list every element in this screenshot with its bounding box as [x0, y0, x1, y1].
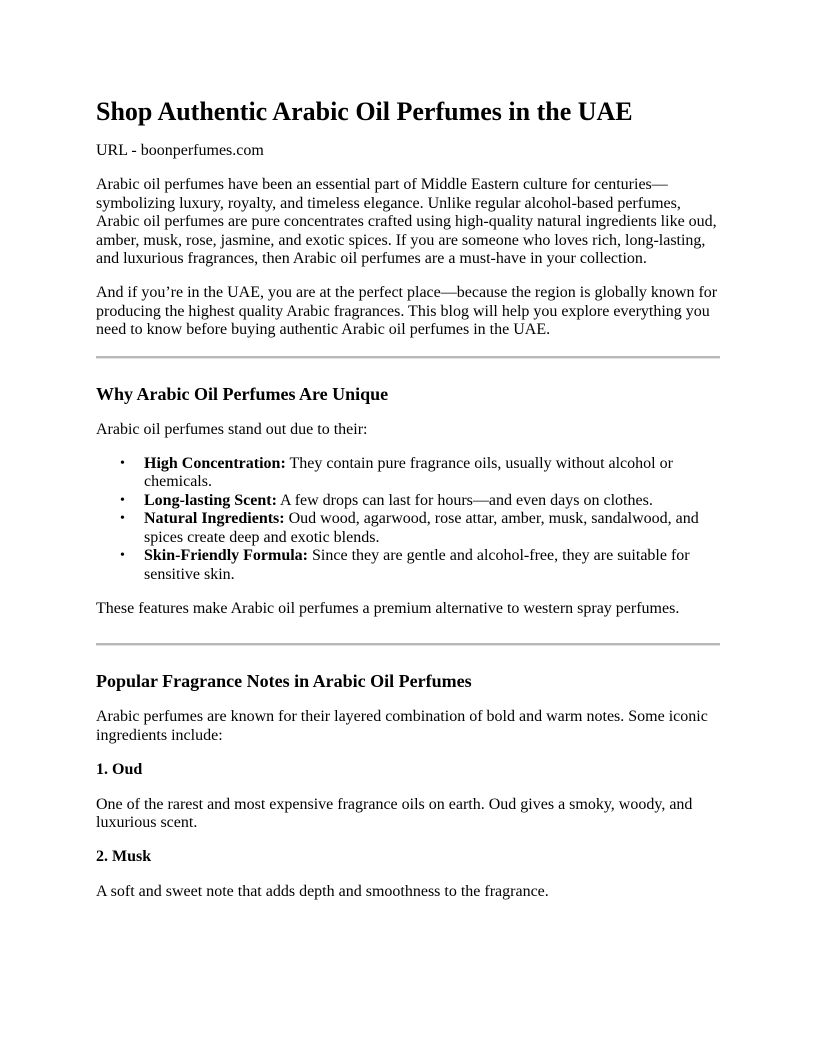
bullet-icon: •: [120, 511, 125, 527]
list-item-term: High Concentration:: [144, 455, 286, 473]
list-item-text: Since they are gentle and alcohol-free, they are suitable for sensitive skin.: [144, 547, 690, 583]
note-title: 2. Musk: [96, 848, 152, 866]
note-text: A soft and sweet note that adds depth and smoothness to the fragrance.: [96, 882, 549, 900]
list-item-term: Skin-Friendly Formula:: [144, 547, 309, 565]
intro-paragraph: Arabic oil perfumes have been an essential part of Middle Eastern culture for centuries—symbolizing luxury, royalty, and timeless elegance. Unlike regular alcohol-based perfumes, Arabic oil perfumes are pure concentrates crafted using high-quality natural ingredients like oud, amber, musk, rose, jasmine, and exotic spices. If you are someone who loves rich, long-lasting, and luxurious fragrances, then Arabic oil perfumes are a must-have in your collection.: [96, 176, 717, 268]
section-heading-notes: Popular Fragrance Notes in Arabic Oil Perfumes: [96, 671, 472, 692]
note-title: 1. Oud: [96, 761, 143, 779]
bullet-icon: •: [120, 456, 125, 472]
list-item: [120, 547, 720, 584]
note-text: One of the rarest and most expensive fragrance oils on earth. Oud gives a smoky, woody, and luxurious scent.: [96, 795, 693, 831]
section-divider: [96, 643, 720, 646]
section-divider: [96, 356, 720, 359]
list-item-text: Oud wood, agarwood, rose attar, amber, musk, sandalwood, and spices create deep and exotic blends.: [144, 510, 699, 546]
feature-list: [96, 455, 720, 584]
intro-paragraph: And if you’re in the UAE, you are at the perfect place—because the region is globally known for producing the highest quality Arabic fragrances. This blog will help you explore everything you need to know before buying authentic Arabic oil perfumes in the UAE.: [96, 284, 718, 339]
list-item: [120, 455, 720, 492]
list-item-term: Long-lasting Scent:: [144, 491, 277, 509]
bullet-icon: •: [120, 492, 125, 508]
page-title: Shop Authentic Arabic Oil Perfumes in the UAE: [96, 97, 633, 126]
section-closing: These features make Arabic oil perfumes a premium alternative to western spray perfumes.: [96, 599, 680, 617]
list-item: [120, 491, 720, 510]
list-item-text: They contain pure fragrance oils, usually without alcohol or chemicals.: [144, 455, 673, 491]
list-item-text: A few drops can last for hours—and even days on clothes.: [276, 491, 653, 509]
list-item: [120, 510, 720, 547]
section-heading-unique: Why Arabic Oil Perfumes Are Unique: [96, 383, 389, 404]
url-line: URL - boonperfumes.com: [96, 142, 264, 159]
list-item-term: Natural Ingredients:: [144, 510, 285, 528]
document-page: [96, 96, 720, 917]
section-lead: Arabic perfumes are known for their layered combination of bold and warm notes. Some iconic ingredients include:: [96, 708, 708, 744]
section-lead: Arabic oil perfumes stand out due to their:: [96, 420, 368, 438]
bullet-icon: •: [120, 548, 125, 564]
